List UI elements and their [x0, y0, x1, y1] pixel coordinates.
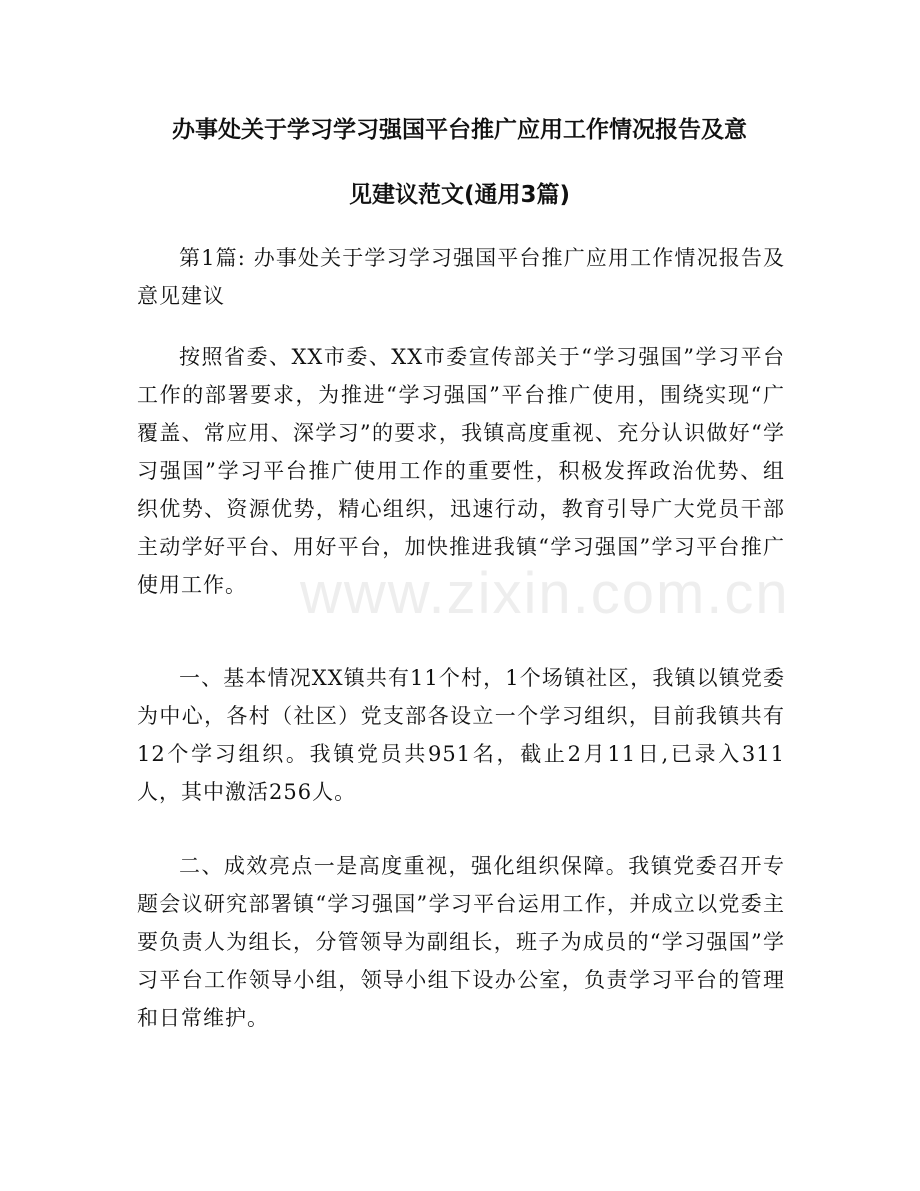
watermark: www.zixin.com.cn — [300, 561, 790, 626]
body-paragraph-highlights: 二、成效亮点一是高度重视，强化组织保障。我镇党委召开专题会议研究部署镇“学习强国”学习平台运用工作，并成立以党委主要负责人为组长，分管领导为副组长，班子为成员的“学习强国”学习平台工作领导小组，领导小组下设办公室，负责学习平台的管理和日常维护。 — [137, 854, 785, 1030]
body-paragraph-intro: 按照省委、XX市委、XX市委宣传部关于“学习强国”学习平台工作的部署要求，为推进“学习强国”平台推广使用，围绕实现“广覆盖、常应用、深学习”的要求，我镇高度重视、充分认识做好“学习强国”学习平台推广使用工作的重要性，积极发挥政治优势、组织优势、资源优势，精心组织，迅速行动，教育引导广大党员干部主动学好平台、用好平台，加快推进我镇“学习强国”学习平台推广使用工作。 — [137, 345, 785, 597]
section-heading: 第1篇: 办事处关于学习学习强国平台推广应用工作情况报告及意见建议 — [137, 246, 785, 308]
body-paragraph-basic-situation: 一、基本情况XX镇共有11个村，1个场镇社区，我镇以镇党委为中心，各村（社区）党支部各设立一个学习组织，目前我镇共有12个学习组织。我镇党员共951名，截止2月11日,已录入311人，其中激活256人。 — [137, 666, 785, 804]
document-title-line-2: 见建议范文(通用3篇) — [348, 182, 571, 208]
document-title-line-1: 办事处关于学习学习强国平台推广应用工作情况报告及意 — [172, 117, 747, 143]
